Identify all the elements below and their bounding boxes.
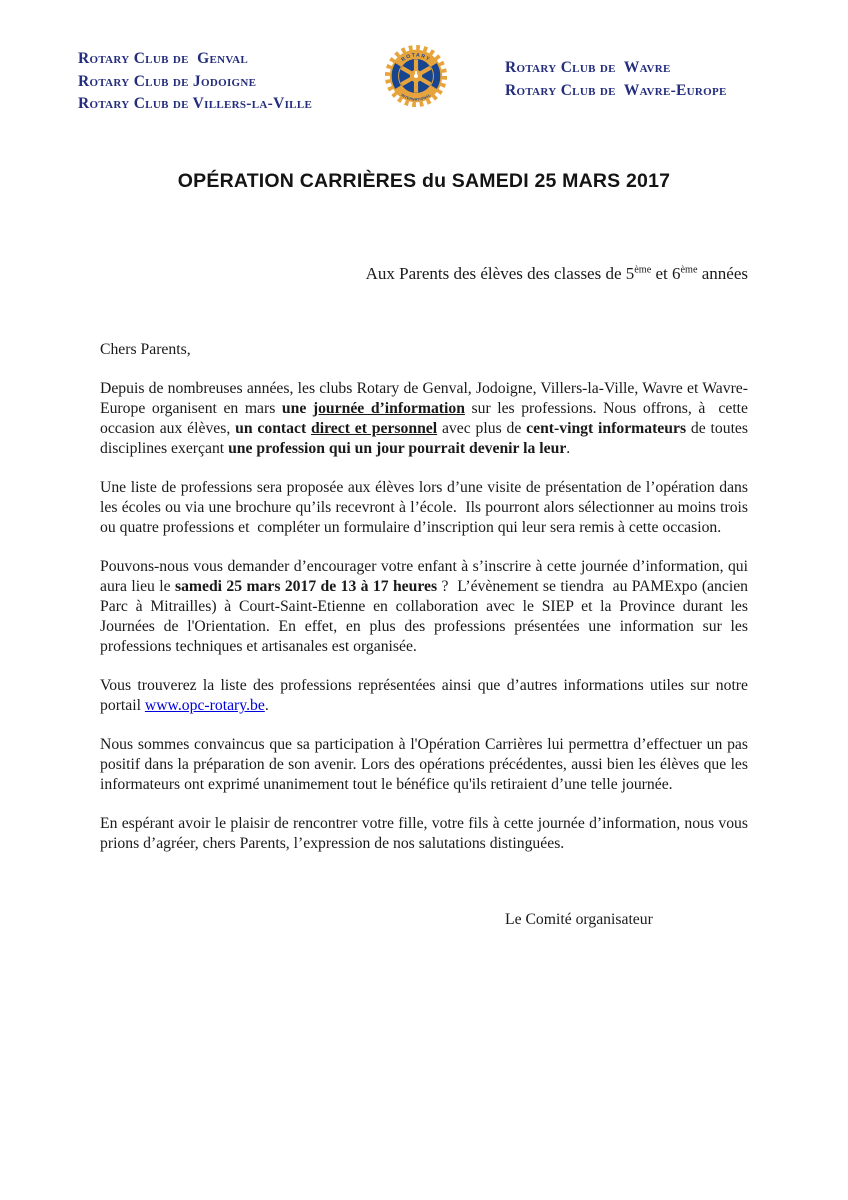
paragraph-portail: Vous trouverez la liste des professions représentées ainsi que d’autres informations utiles sur notre portail www.opc-rotary.be. bbox=[100, 677, 752, 714]
rotary-wheel-icon bbox=[384, 42, 448, 110]
signature: Le Comité organisateur bbox=[505, 911, 653, 928]
letterhead-left-clubs bbox=[78, 48, 312, 116]
paragraph-benefices: Nous sommes convaincus que sa participation à l'Opération Carrières lui permettra d’effectuer un pas positif dans la préparation de son avenir. Lors des opérations précédentes, aussi bien les élèves que les informateurs ont exprimé unanimement tout le bénéfice qu'ils retiraient d’une telle journée. bbox=[100, 736, 752, 793]
logo-top-text: ROTARY bbox=[400, 52, 432, 64]
club-name-wavre: Rotary Club de Wavre bbox=[505, 59, 671, 76]
club-name-wavre-europe: Rotary Club de Wavre-Europe bbox=[505, 81, 727, 99]
paragraph-date-lieu: Pouvons-nous vous demander d’encourager votre enfant à s’inscrire à cette journée d’information, qui aura lieu le samedi 25 mars 2017 de 13 à 17 heures ? L’évènement se tiendra au PAMExpo (ancien Parc à Mitrailles) à Court-Saint-Etienne en collaboration avec le SIEP et la Province durant les Journées de l'Orientation. En effet, en plus des professions présentées une information sur les professions techniques et artisanales est organisée. bbox=[100, 558, 752, 655]
club-name-jodoigne: Rotary Club de Jodoigne bbox=[78, 72, 257, 90]
logo-bottom-text: INTERNATIONAL bbox=[400, 93, 432, 102]
portal-link[interactable]: www.opc-rotary.be bbox=[144, 697, 265, 714]
club-name-genval: Rotary Club de Genval bbox=[78, 50, 249, 67]
club-name-villers-la-ville: Rotary Club de Villers-la-Ville bbox=[78, 95, 313, 112]
paragraph-salutations: En espérant avoir le plaisir de rencontrer votre fille, votre fils à cette journée d’information, nous vous prions d’agréer, chers Parents, l’expression de nos salutations distinguées. bbox=[100, 815, 752, 852]
paragraph-liste-professions: Une liste de professions sera proposée aux élèves lors d’une visite de présentation de l’opération dans les écoles ou via une brochure qu’ils recevront à l’école. Ils pourront alors sélectionner au moins trois ou quatre professions et compléter un formulaire d’inscription qui leur sera remis à cette occasion. bbox=[100, 479, 752, 536]
addressee-line: Aux Parents des élèves des classes de 5ème et 6ème années bbox=[365, 264, 748, 283]
letterhead-right-clubs bbox=[505, 57, 727, 102]
letter-body bbox=[100, 340, 752, 949]
superscript: ème bbox=[634, 264, 652, 276]
salutation: Chers Parents, bbox=[100, 341, 191, 358]
superscript: ème bbox=[680, 264, 698, 276]
paragraph-introduction: Depuis de nombreuses années, les clubs Rotary de Genval, Jodoigne, Villers-la-Ville, Wavre et Wavre-Europe organisent en mars une journée d’information sur les professions. Nous offrons, à cette occasion aux élèves, un contact direct et personnel avec plus de cent-vingt informateurs de toutes disciplines exerçant une profession qui un jour pourrait devenir la leur. bbox=[100, 380, 752, 457]
letter-title: OPÉRATION CARRIÈRES du SAMEDI 25 MARS 2017 bbox=[177, 170, 671, 192]
